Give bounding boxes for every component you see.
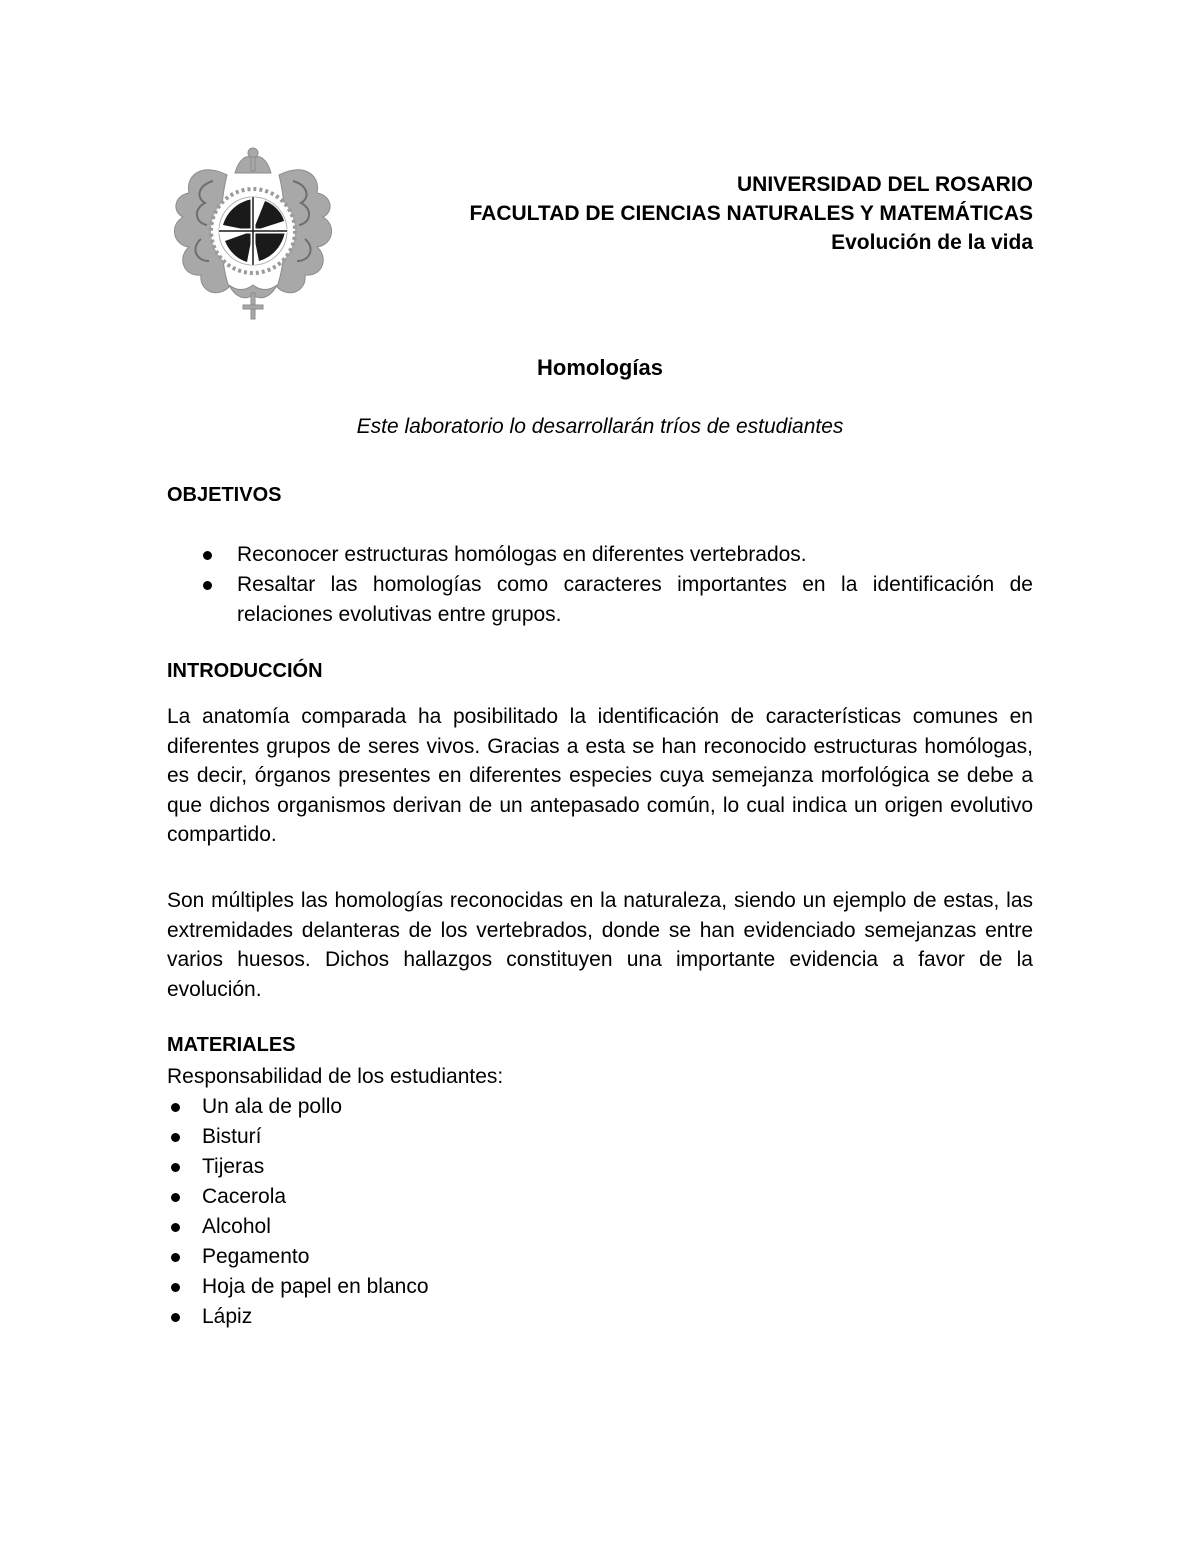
university-crest-icon: [165, 145, 341, 323]
list-item: [202, 1272, 802, 1302]
bullet-icon: [171, 1253, 180, 1262]
materials-intro: Responsabilidad de los estudiantes:: [167, 1065, 504, 1088]
course-name: Evolución de la vida: [831, 231, 1033, 254]
bullet-icon: [203, 581, 212, 590]
objectives-list: [237, 540, 1033, 630]
list-item: [202, 1302, 802, 1332]
objectives-heading: OBJETIVOS: [167, 484, 282, 506]
material-text: Un ala de pollo: [202, 1095, 343, 1118]
list-item: [237, 570, 1033, 630]
material-text: Cacerola: [202, 1185, 287, 1208]
introduction-paragraph-1: La anatomía comparada ha posibilitado la identificación de características comunes en diferentes grupos de seres vivos. Gracias a esta se han reconocido estructuras homólogas, es decir, órganos presentes en diferentes especies cuya semejanza morfológica se debe a que dichos organismos derivan de un antepasado común, lo cual indica un origen evolutivo compartido.: [167, 705, 1033, 846]
material-text: Pegamento: [202, 1245, 310, 1268]
list-item: [237, 540, 1033, 570]
material-text: Alcohol: [202, 1215, 271, 1238]
material-text: Bisturí: [202, 1125, 262, 1148]
bullet-icon: [171, 1133, 180, 1142]
faculty-name: FACULTAD DE CIENCIAS NATURALES Y MATEMÁTICAS: [469, 202, 1033, 225]
objective-text: Resaltar las homologías como caracteres importantes en la identificación de relaciones evolutivas entre grupos.: [237, 573, 1033, 626]
page-title: Homologías: [537, 355, 663, 380]
list-item: [202, 1182, 802, 1212]
bullet-icon: [171, 1103, 180, 1112]
bullet-icon: [171, 1163, 180, 1172]
materials-list: [202, 1092, 802, 1332]
material-text: Hoja de papel en blanco: [202, 1275, 429, 1298]
bullet-icon: [203, 551, 212, 560]
university-name: UNIVERSIDAD DEL ROSARIO: [737, 173, 1033, 196]
bullet-icon: [171, 1223, 180, 1232]
list-item: [202, 1242, 802, 1272]
bullet-icon: [171, 1313, 180, 1322]
list-item: [202, 1122, 802, 1152]
material-text: Tijeras: [202, 1155, 265, 1178]
introduction-paragraph-2: Son múltiples las homologías reconocidas en la naturaleza, siendo un ejemplo de estas, las extremidades delanteras de los vertebrados, donde se han evidenciado semejanzas entre varios huesos. Dichos hallazgos constituyen una importante evidencia a favor de la evolución.: [167, 889, 1033, 1001]
bullet-icon: [171, 1193, 180, 1202]
introduction-heading: INTRODUCCIÓN: [167, 660, 323, 682]
material-text: Lápiz: [202, 1305, 253, 1328]
objective-text: Reconocer estructuras homólogas en diferentes vertebrados.: [237, 543, 807, 566]
bullet-icon: [171, 1283, 180, 1292]
materials-heading: MATERIALES: [167, 1034, 296, 1056]
page-subtitle: Este laboratorio lo desarrollarán tríos de estudiantes: [356, 415, 844, 438]
list-item: [202, 1212, 802, 1242]
institution-header: [413, 170, 1033, 257]
list-item: [202, 1152, 802, 1182]
list-item: [202, 1092, 802, 1122]
